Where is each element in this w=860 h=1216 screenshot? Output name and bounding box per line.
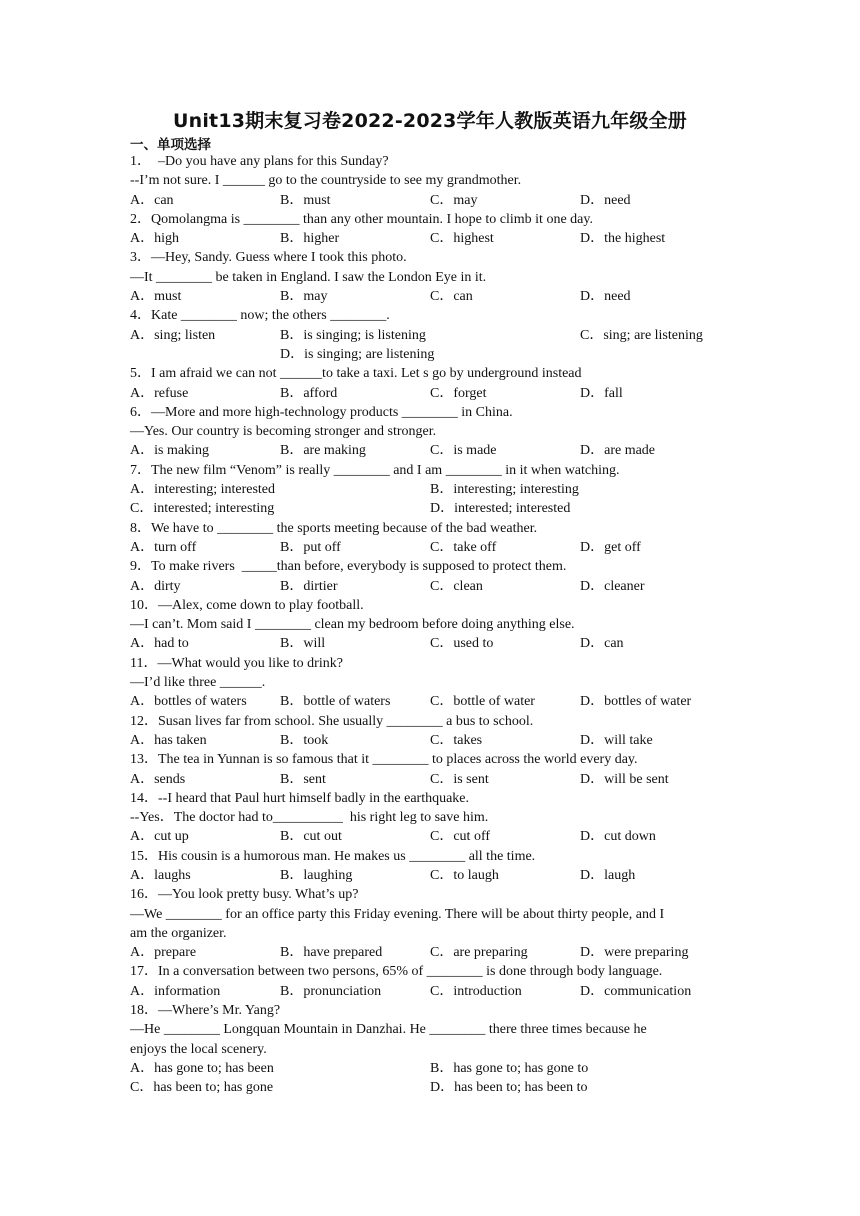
option-b: B．afford [280,385,338,401]
option-a: A．sends [130,771,186,787]
option-d: D．is singing; are listening [280,346,435,362]
option-c: C．is sent [430,771,489,787]
option-a: A．laughs [130,867,191,883]
options-row [130,384,730,403]
option-d: D．will be sent [580,771,669,787]
option-d: D．can [580,636,624,652]
option-d: D．laugh [580,867,636,883]
option-a: A．bottles of waters [130,694,247,710]
option-d: D．bottles of water [580,694,692,710]
option-c: C．sing; are listening [580,327,703,343]
option-c: C．take off [430,539,497,555]
option-b: B．has gone to; has gone to [430,1060,589,1076]
option-d: D．has been to; has been to [430,1080,588,1096]
option-c: C．are preparing [430,945,528,961]
option-c: C．used to [430,636,494,652]
question-line: —He ________ Longquan Mountain in Danzhai. He ________ there three times because he [130,1022,647,1038]
option-d: D．interested; interested [430,501,571,517]
options-row [130,982,730,1001]
question-stem: 18．—Where’s Mr. Yang? [130,1003,281,1019]
option-b: B．laughing [280,867,353,883]
option-c: C．forget [430,385,487,401]
options-row [130,499,730,518]
question-item [130,962,730,1001]
question-item [130,789,730,847]
question-item [130,210,730,249]
option-a: A．interesting; interested [130,482,276,498]
option-a: A．sing; listen [130,327,216,343]
section-heading: 一、单项选择 [130,137,211,153]
question-stem: 8．We have to ________ the sports meeting because of the bad weather. [130,520,538,536]
options-row [130,731,730,750]
option-a: A．can [130,192,174,208]
question-line: --I’m not sure. I ______ go to the countryside to see my grandmother. [130,173,522,189]
option-b: B．are making [280,443,366,459]
question-stem: 9．To make rivers _____than before, everybody is supposed to protect them. [130,559,567,575]
option-c: C．interested; interesting [130,501,275,517]
question-item [130,248,730,306]
question-stem: 17．In a conversation between two persons, 65% of ________ is done through body language. [130,964,663,980]
option-b: B．pronunciation [280,983,382,999]
option-d: D．need [580,289,631,305]
question-line: —I’d like three ______. [130,675,266,691]
option-c: C．highest [430,231,494,247]
option-a: A．refuse [130,385,189,401]
option-a: A．had to [130,636,189,652]
options-row [130,770,730,789]
option-b: B．must [280,192,331,208]
options-row [130,1059,730,1078]
option-c: C．introduction [430,983,522,999]
question-stem: 4．Kate ________ now; the others ________. [130,308,390,324]
option-a: A．must [130,289,182,305]
question-stem: 6．—More and more high-technology products ________ in China. [130,404,513,420]
option-d: D．cut down [580,829,656,845]
option-d: D．are made [580,443,656,459]
option-c: C．may [430,192,478,208]
question-item [130,306,730,364]
option-b: B．took [280,732,329,748]
question-stem: 13．The tea in Yunnan is so famous that it ________ to places across the world every day. [130,752,638,768]
option-b: B．bottle of waters [280,694,391,710]
option-b: B．interesting; interesting [430,482,579,498]
question-line: —Yes. Our country is becoming stronger and stronger. [130,424,437,440]
question-item [130,847,730,886]
options-row [130,480,730,499]
option-a: A．prepare [130,945,197,961]
question-stem: 3．—Hey, Sandy. Guess where I took this photo. [130,250,407,266]
options-row [130,634,730,653]
question-stem: 5．I am afraid we can not ______to take a taxi. Let s go by underground instead [130,366,582,382]
question-item [130,557,730,596]
question-item [130,885,730,962]
option-b: B．sent [280,771,326,787]
option-d: D．the highest [580,231,666,247]
question-stem: 12．Susan lives far from school. She usually ________ a bus to school. [130,713,534,729]
option-a: A．dirty [130,578,181,594]
options-row [130,229,730,248]
option-c: C．cut off [430,829,491,845]
options-row [130,287,730,306]
question-line: --Yes．The doctor had to__________ his right leg to save him. [130,810,489,826]
option-b: B．is singing; is listening [280,327,426,343]
option-c: C．has been to; has gone [130,1080,274,1096]
options-row [130,866,730,885]
question-item [130,654,730,712]
option-d: D．get off [580,539,641,555]
option-c: C．can [430,289,473,305]
option-a: A．has taken [130,732,207,748]
option-d: D．communication [580,983,692,999]
options-row [130,577,730,596]
option-a: A．high [130,231,179,247]
option-b: B．may [280,289,328,305]
question-line: —We ________ for an office party this Friday evening. There will be about thirty people, and I [130,906,665,922]
question-item [130,519,730,558]
question-line: —I can’t. Mom said I ________ clean my bedroom before doing anything else. [130,617,575,633]
option-b: B．will [280,636,326,652]
question-stem: 2．Qomolangma is ________ than any other mountain. I hope to climb it one day. [130,211,593,227]
option-c: C．to laugh [430,867,499,883]
option-c: C．is made [430,443,497,459]
question-item [130,750,730,789]
question-stem: 11．—What would you like to drink? [130,655,343,671]
option-a: A．cut up [130,829,189,845]
question-line: enjoys the local scenery. [130,1041,267,1057]
options-row [130,326,730,345]
question-line: am the organizer. [130,925,227,941]
question-item [130,461,730,519]
question-item [130,364,730,403]
options-row [130,191,730,210]
option-d: D．fall [580,385,623,401]
option-d: D．cleaner [580,578,645,594]
question-item [130,403,730,461]
options-row [130,538,730,557]
options-row [130,827,730,846]
question-stem: 7．The new film “Venom” is really ________ and I am ________ in it when watching. [130,462,620,478]
option-c: C．bottle of water [430,694,535,710]
question-item [130,1001,730,1097]
option-b: B．dirtier [280,578,338,594]
option-a: A．has gone to; has been [130,1060,274,1076]
option-a: A．information [130,983,221,999]
question-stem: 10．—Alex, come down to play football. [130,597,364,613]
option-a: A．is making [130,443,209,459]
question-stem: 16．—You look pretty busy. What’s up? [130,887,359,903]
option-d: D．need [580,192,631,208]
options-row [130,345,730,364]
question-stem: 14．--I heard that Paul hurt himself badly in the earthquake. [130,790,470,806]
question-item [130,152,730,210]
option-b: B．put off [280,539,341,555]
question-item [130,596,730,654]
option-b: B．higher [280,231,340,247]
page-title: Unit13期末复习卷2022-2023学年人教版英语九年级全册 [172,110,688,132]
options-row [130,441,730,460]
question-list [130,152,730,1098]
option-b: B．cut out [280,829,342,845]
question-line: —It ________ be taken in England. I saw the London Eye in it. [130,269,487,285]
option-b: B．have prepared [280,945,383,961]
option-d: D．will take [580,732,653,748]
option-c: C．takes [430,732,483,748]
options-row [130,943,730,962]
option-c: C．clean [430,578,483,594]
option-a: A．turn off [130,539,197,555]
option-d: D．were preparing [580,945,689,961]
options-row [130,1078,730,1097]
question-stem: 1． –Do you have any plans for this Sunday? [130,154,389,169]
options-row [130,692,730,711]
question-stem: 15．His cousin is a humorous man. He makes us ________ all the time. [130,848,536,864]
question-item [130,712,730,751]
